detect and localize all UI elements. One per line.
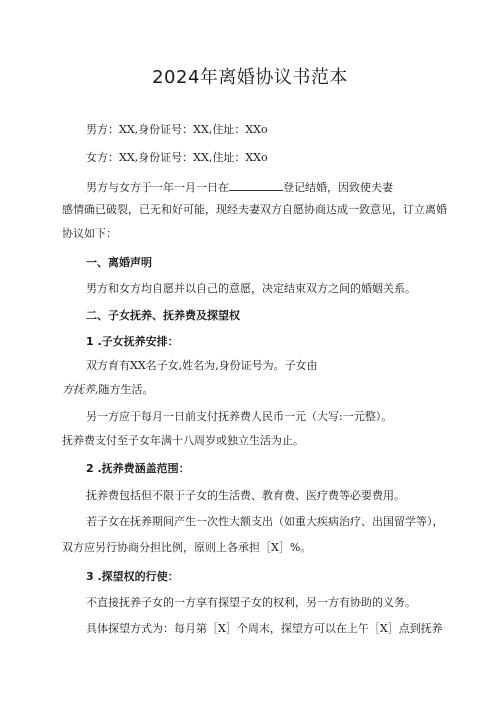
intro-line-1 [86, 180, 393, 195]
intro-line-3: 协议如下： [62, 227, 117, 240]
subsection-3-heading: 3 .探望权的行使： [86, 570, 179, 583]
subsection-2-line-3: 双方应另行协商分担比例，原则上各承担［X］%。 [62, 541, 312, 554]
custody-rest: 随方生活。 [98, 383, 154, 396]
subsection-1-line-3: 另一方应于每月一日前支付抚养费人民币一元（大写:一元整）。 [86, 410, 393, 423]
subsection-1-line-4: 抚养费支付至子女年满十八周岁或独立生活为止。 [62, 434, 304, 447]
document-title: 2024年离婚协议书范本 [152, 67, 348, 88]
custody-italic: 方抚养, [62, 383, 99, 396]
wife-info: 女方：XX,身份证号：XX,住址：XXo [86, 151, 268, 164]
subsection-2-line-1: 抚养费包括但不限于子女的生活费、教育费、医疗费等必要费用。 [86, 489, 405, 502]
husband-info: 男方：XX,身份证号：XX,住址：XXo [86, 123, 268, 136]
section-1-heading: 一、离婚声明 [86, 256, 152, 269]
section-1-text: 男方和女方均自愿并以自己的意愿，决定结束双方之间的婚姻关系。 [86, 282, 416, 295]
blank-underline [229, 180, 283, 191]
subsection-3-line-2: 具体探望方式为：每月第［X］个周末，探望方可以在上午［X］点到抚养 [86, 622, 443, 635]
section-2-heading: 二、子女抚养、抚养费及探望权 [86, 309, 240, 322]
intro-line-2: 感情确已破裂，已无和好可能，现经夫妻双方自愿协商达成一致意见，订立离婚 [62, 203, 447, 216]
intro-text-a: 男方与女方于一年一月一日在 [86, 181, 229, 194]
subsection-1-line-1: 双方育有XX名子女,姓名为,身份证号为。子女由 [86, 359, 318, 372]
subsection-1-heading: 1 .子女抚养安排： [86, 335, 179, 348]
subsection-2-line-2: 若子女在抚养期间产生一次性大额支出（如重大疾病治疗、出国留学等）， [86, 515, 444, 528]
intro-text-b: 登记结婚，因致使夫妻 [283, 181, 393, 194]
subsection-3-line-1: 不直接抚养子女的一方享有探望子女的权利，另一方有协助的义务。 [86, 596, 416, 609]
subsection-1-line-2 [62, 383, 154, 397]
subsection-2-heading: 2 .抚养费涵盖范围： [86, 462, 190, 475]
